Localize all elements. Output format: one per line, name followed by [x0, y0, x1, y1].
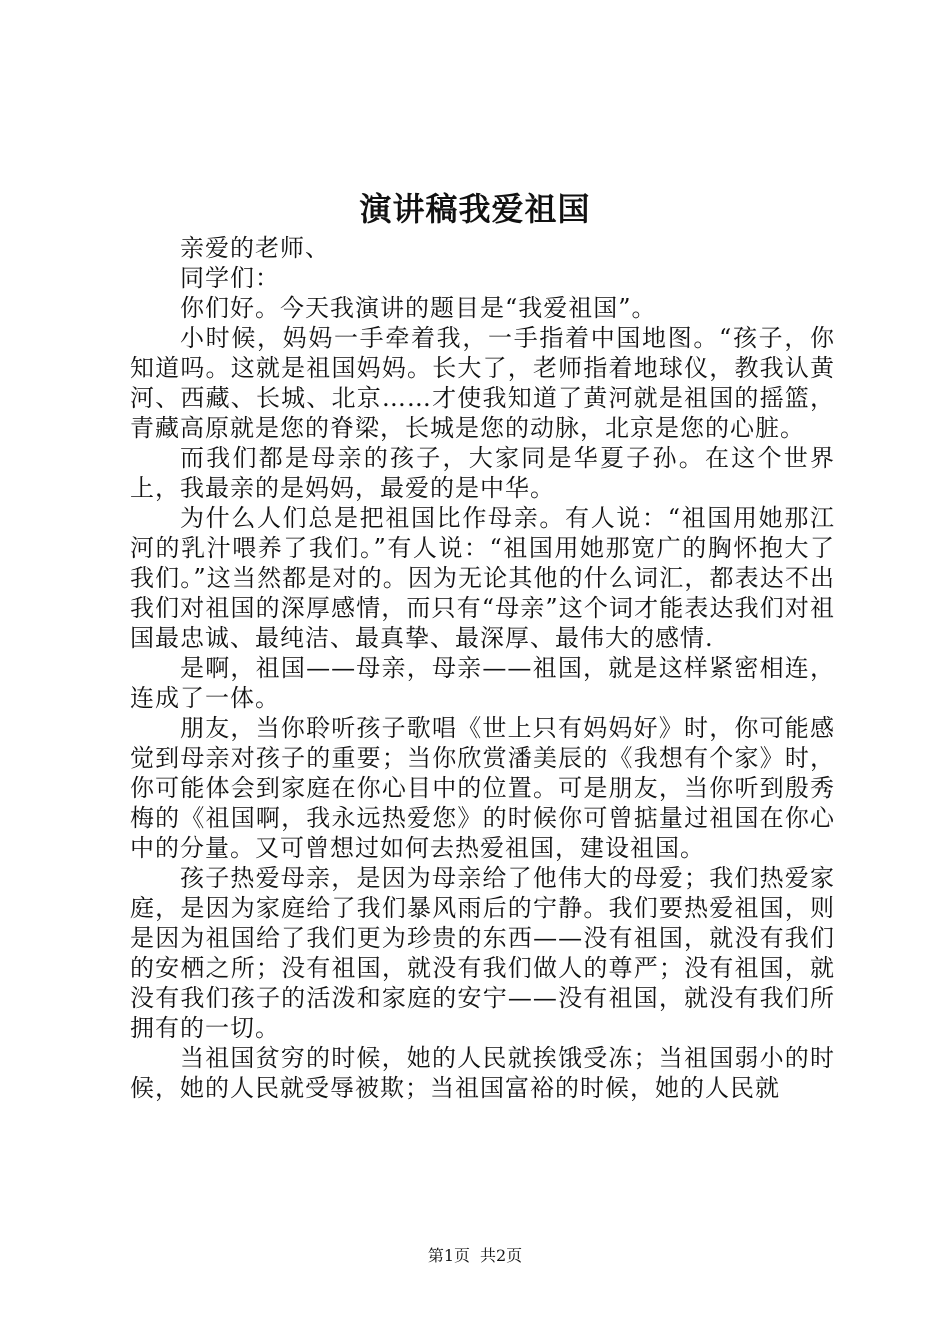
- paragraph: 当祖国贫穷的时候，她的人民就挨饿受冻；当祖国弱小的时候，她的人民就受辱被欺；当祖国富裕的时候，她的人民就: [130, 1044, 835, 1102]
- page-footer: [0, 1245, 950, 1267]
- paragraph: 小时候，妈妈一手牵着我，一手指着中国地图。“孩子，你知道吗。这就是祖国妈妈。长大了，老师指着地球仪，教我认黄河、西藏、长城、北京……才使我知道了黄河就是祖国的摇篮，青藏高原就是您的脊梁，长城是您的动脉，北京是您的心脏。: [130, 324, 835, 442]
- page-number: 第1页: [427, 1246, 470, 1265]
- paragraph-salutation-1: 亲爱的老师、: [180, 234, 330, 262]
- paragraph-salutation-2: 同学们：: [180, 264, 280, 292]
- paragraph: 是啊，祖国——母亲，母亲——祖国，就是这样紧密相连，连成了一体。: [130, 654, 835, 712]
- page-total: 共2页: [480, 1246, 523, 1265]
- paragraph: 孩子热爱母亲，是因为母亲给了他伟大的母爱；我们热爱家庭，是因为家庭给了我们暴风雨后的宁静。我们要热爱祖国，则是因为祖国给了我们更为珍贵的东西——没有祖国，就没有我们的安栖之所；没有祖国，就没有我们做人的尊严；没有祖国，就没有我们孩子的活泼和家庭的安宁——没有祖国，就没有我们所拥有的一切。: [130, 864, 835, 1042]
- paragraph-greeting: 你们好。今天我演讲的题目是“我爱祖国”。: [180, 294, 657, 322]
- paragraph: 而我们都是母亲的孩子，大家同是华夏子孙。在这个世界上，我最亲的是妈妈，最爱的是中华。: [130, 444, 835, 502]
- document-title: 演讲稿我爱祖国: [359, 190, 591, 228]
- paragraph: 朋友，当你聆听孩子歌唱《世上只有妈妈好》时，你可能感觉到母亲对孩子的重要；当你欣赏潘美辰的《我想有个家》时，你可能体会到家庭在你心目中的位置。可是朋友，当你听到殷秀梅的《祖国啊，我永远热爱您》的时候你可曾掂量过祖国在你心中的分量。又可曾想过如何去热爱祖国，建设祖国。: [130, 714, 835, 862]
- paragraph: 为什么人们总是把祖国比作母亲。有人说：“祖国用她那江河的乳汁喂养了我们。”有人说：“祖国用她那宽广的胸怀抱大了我们。”这当然都是对的。因为无论其他的什么词汇，都表达不出我们对祖国的深厚感情，而只有“母亲”这个词才能表达我们对祖国最忠诚、最纯洁、最真挚、最深厚、最伟大的感情.: [130, 504, 835, 652]
- document-body: [130, 233, 835, 1103]
